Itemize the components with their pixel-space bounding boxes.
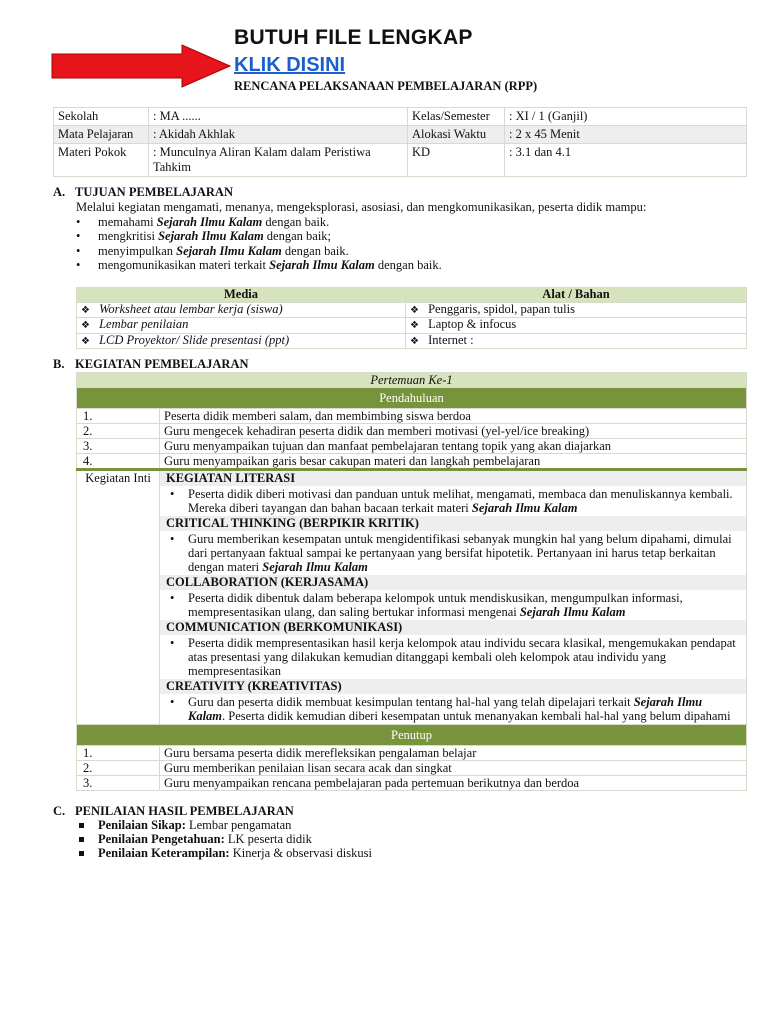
step-row	[77, 761, 747, 776]
assessment-list	[76, 818, 372, 860]
phase-header	[77, 725, 747, 746]
phase-header	[77, 388, 747, 409]
section-c-heading: C. PENILAIAN HASIL PEMBELAJARAN	[53, 804, 294, 818]
diamond-bullet-icon: ❖	[410, 335, 419, 347]
value-cell: : Akidah Akhlak	[149, 126, 408, 144]
activity-description: • Peserta didik mempresentasikan hasil kerja kelompok atau individu secara klasikal, mengemukakan pendapat atas presentasi yang dilakukan kemudian ditanggapi kembali oleh kelompok atau individu yang mempresentasikan	[160, 635, 746, 679]
value-cell: : 3.1 dan 4.1	[505, 144, 747, 177]
step-number: 3.	[77, 439, 160, 454]
label-cell: Kelas/Semester	[408, 108, 505, 126]
assessment-label: Penilaian Keterampilan:	[98, 846, 230, 860]
alat-cell: ❖ Laptop & infocus	[406, 318, 747, 334]
step-row	[77, 424, 747, 439]
label-cell: KD	[408, 144, 505, 177]
label-cell: Mata Pelajaran	[54, 126, 149, 144]
assessment-label: Penilaian Pengetahuan:	[98, 832, 225, 846]
step-text: Guru bersama peserta didik merefleksikan pengalaman belajar	[160, 746, 747, 761]
objectives	[76, 200, 746, 273]
activity-title: CREATIVITY (KREATIVITAS)	[160, 679, 746, 694]
step-number: 2.	[77, 424, 160, 439]
value-cell: : MA ......	[149, 108, 408, 126]
step-number: 1.	[77, 409, 160, 424]
meeting-header	[77, 373, 747, 388]
list-item: • mengomunikasikan materi terkait Sejarah Ilmu Kalam dengan baik.	[76, 258, 746, 273]
step-text: Guru menyampaikan tujuan dan manfaat pembelajaran tentang topik yang akan diajarkan	[160, 439, 747, 454]
step-number: 3.	[77, 776, 160, 791]
column-header: Alat / Bahan	[406, 288, 747, 303]
diamond-bullet-icon: ❖	[81, 304, 90, 316]
diamond-bullet-icon: ❖	[410, 304, 419, 316]
objectives-intro: Melalui kegiatan mengamati, menanya, mengeksplorasi, asosiasi, dan mengkomunikasikan, peserta didik mampu:	[76, 200, 647, 214]
table-row	[77, 333, 747, 349]
table-row	[77, 318, 747, 334]
list-item: • menyimpulkan Sejarah Ilmu Kalam dengan baik.	[76, 244, 746, 259]
step-text: Peserta didik memberi salam, dan membimbing siswa berdoa	[160, 409, 747, 424]
section-b-heading: B. KEGIATAN PEMBELAJARAN	[53, 357, 249, 371]
pendahuluan-title: Pendahuluan	[77, 388, 747, 409]
banner-title: BUTUH FILE LENGKAP	[234, 26, 473, 49]
section-a-heading: A. TUJUAN PEMBELAJARAN	[53, 185, 233, 199]
step-number: 4.	[77, 454, 160, 470]
column-header: Media	[77, 288, 406, 303]
label-cell: Sekolah	[54, 108, 149, 126]
step-text: Guru menyampaikan rencana pembelajaran pada pertemuan berikutnya dan berdoa	[160, 776, 747, 791]
step-text: Guru mengecek kehadiran peserta didik dan memberi motivasi (yel-yel/ice breaking)	[160, 424, 747, 439]
media-cell: ❖ Worksheet atau lembar kerja (siswa)	[77, 302, 406, 318]
step-number: 2.	[77, 761, 160, 776]
list-item: • mengkritisi Sejarah Ilmu Kalam dengan baik;	[76, 229, 746, 244]
alat-cell: ❖ Penggaris, spidol, papan tulis	[406, 302, 747, 318]
media-cell: ❖ Lembar penilaian	[77, 318, 406, 334]
list-item: Penilaian Pengetahuan: LK peserta didik	[76, 832, 372, 846]
list-item: Penilaian Sikap: Lembar pengamatan	[76, 818, 372, 832]
label-cell: Alokasi Waktu	[408, 126, 505, 144]
step-number: 1.	[77, 746, 160, 761]
step-row	[77, 409, 747, 424]
inti-row	[77, 470, 747, 725]
activity-table	[76, 372, 747, 791]
table-row	[54, 108, 747, 126]
table-header-row	[77, 288, 747, 303]
step-row	[77, 454, 747, 470]
activity-description: • Guru dan peserta didik membuat kesimpulan tentang hal-hal yang telah dipelajari terkait Sejarah Ilmu Kalam. Peserta didik kemudian diberi kesempatan untuk menanyakan kembali hal-hal yang belum dipahami	[160, 694, 746, 724]
download-link[interactable]: KLIK DISINI	[234, 54, 346, 76]
penutup-title: Penutup	[77, 725, 747, 746]
objectives-list	[76, 215, 746, 273]
step-text: Guru menyampaikan garis besar cakupan materi dan langkah pembelajaran	[160, 454, 747, 470]
activity-title: COMMUNICATION (BERKOMUNIKASI)	[160, 620, 746, 635]
diamond-bullet-icon: ❖	[81, 335, 90, 347]
alat-cell: ❖ Internet :	[406, 333, 747, 349]
value-cell: : Munculnya Aliran Kalam dalam Peristiwa Tahkim	[149, 144, 408, 177]
step-row	[77, 439, 747, 454]
table-row	[77, 302, 747, 318]
label-cell: Materi Pokok	[54, 144, 149, 177]
value-cell: : 2 x 45 Menit	[505, 126, 747, 144]
list-item: • memahami Sejarah Ilmu Kalam dengan baik.	[76, 215, 746, 230]
red-arrow-icon[interactable]	[50, 44, 232, 88]
identity-table	[53, 107, 747, 177]
document-title: RENCANA PELAKSANAAN PEMBELAJARAN (RPP)	[234, 79, 538, 93]
activity-description: • Peserta didik dibentuk dalam beberapa kelompok untuk mendiskusikan, mengumpulkan informasi, mempresentasikan ulang, dan saling bertukar informasi mengenai Sejarah Ilmu Kalam	[160, 590, 746, 620]
activity-description: • Peserta didik diberi motivasi dan panduan untuk melihat, mengamati, membaca dan menuliskannya kembali. Mereka diberi tayangan dan bahan bacaan terkait materi Sejarah Ilmu Kalam	[160, 486, 746, 516]
meeting-title: Pertemuan Ke-1	[77, 373, 747, 388]
inti-content	[160, 470, 747, 725]
activity-title: COLLABORATION (KERJASAMA)	[160, 575, 746, 590]
diamond-bullet-icon: ❖	[410, 320, 419, 331]
media-table	[76, 287, 747, 349]
step-row	[77, 776, 747, 791]
table-row	[54, 144, 747, 177]
value-cell: : XI / 1 (Ganjil)	[505, 108, 747, 126]
diamond-bullet-icon: ❖	[81, 320, 90, 331]
list-item: Penilaian Keterampilan: Kinerja & observasi diskusi	[76, 846, 372, 860]
media-cell: ❖ LCD Proyektor/ Slide presentasi (ppt)	[77, 333, 406, 349]
activity-description: • Guru memberikan kesempatan untuk mengidentifikasi sebanyak mungkin hal yang belum dipahami, dimulai dari pertanyaan faktual sampai ke pertanyaan yang bersifat hipotetik. Pertanyaan ini harus tetap berkaitan dengan materi Sejarah Ilmu Kalam	[160, 531, 746, 575]
activity-title: KEGIATAN LITERASI	[160, 471, 746, 486]
table-row	[54, 126, 747, 144]
inti-label: Kegiatan Inti	[77, 470, 160, 725]
activity-title: CRITICAL THINKING (BERPIKIR KRITIK)	[160, 516, 746, 531]
step-text: Guru memberikan penilaian lisan secara acak dan singkat	[160, 761, 747, 776]
assessment-label: Penilaian Sikap:	[98, 818, 186, 832]
step-row	[77, 746, 747, 761]
